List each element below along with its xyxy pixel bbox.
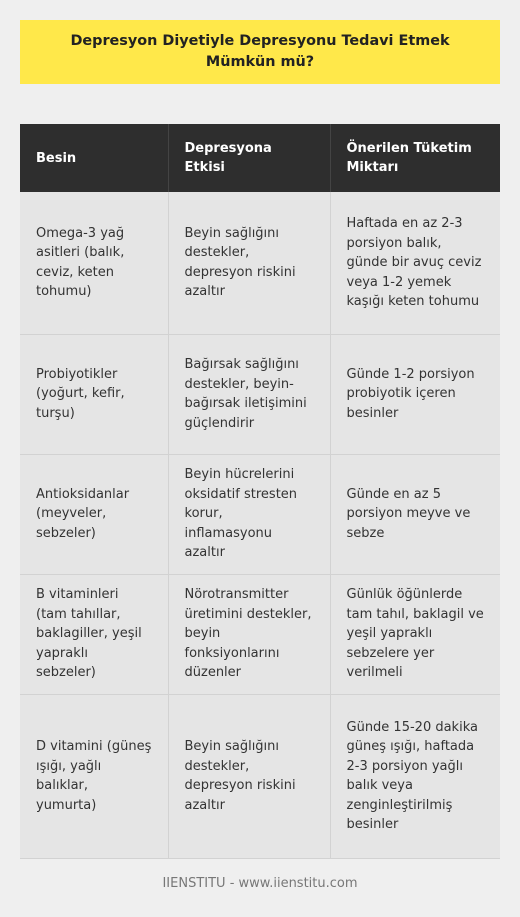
header-amount: Önerilen Tüketim Miktarı	[330, 124, 500, 192]
cell-effect: Bağırsak sağlığını destekler, beyin-bağırsak iletişimini güçlendirir	[168, 334, 330, 454]
cell-amount: Günde en az 5 porsiyon meyve ve sebze	[330, 454, 500, 574]
cell-effect: Beyin sağlığını destekler, depresyon riskini azaltır	[168, 192, 330, 334]
cell-effect: Nörotransmitter üretimini destekler, beyin fonksiyonlarını düzenler	[168, 574, 330, 694]
cell-amount: Günde 15-20 dakika güneş ışığı, haftada 2-3 porsiyon yağlı balık veya zenginleştirilmiş besinler	[330, 694, 500, 858]
cell-effect: Beyin hücrelerini oksidatif stresten korur, inflamasyonu azaltır	[168, 454, 330, 574]
header-food: Besin	[20, 124, 168, 192]
cell-food: B vitaminleri (tam tahıllar, baklagiller, yeşil yapraklı sebzeler)	[20, 574, 168, 694]
table-row	[20, 334, 500, 454]
cell-effect: Beyin sağlığını destekler, depresyon riskini azaltır	[168, 694, 330, 858]
cell-food: Antioksidanlar (meyveler, sebzeler)	[20, 454, 168, 574]
table-row	[20, 454, 500, 574]
footer-credit: IIENSTITU - www.iienstitu.com	[162, 876, 358, 891]
title-banner	[20, 20, 500, 84]
table-row	[20, 192, 500, 334]
cell-food: D vitamini (güneş ışığı, yağlı balıklar, yumurta)	[20, 694, 168, 858]
cell-food: Omega-3 yağ asitleri (balık, ceviz, keten tohumu)	[20, 192, 168, 334]
page-title: Depresyon Diyetiyle Depresyonu Tedavi Etmek Mümkün mü?	[70, 33, 450, 70]
cell-amount: Günlük öğünlerde tam tahıl, baklagil ve yeşil yapraklı sebzelere yer verilmeli	[330, 574, 500, 694]
cell-amount: Günde 1-2 porsiyon probiyotik içeren besinler	[330, 334, 500, 454]
nutrition-table	[20, 124, 500, 859]
header-effect: Depresyona Etkisi	[168, 124, 330, 192]
table-header-row	[20, 124, 500, 192]
cell-amount: Haftada en az 2-3 porsiyon balık, günde bir avuç ceviz veya 1-2 yemek kaşığı keten tohumu	[330, 192, 500, 334]
table-row	[20, 574, 500, 694]
table-row	[20, 694, 500, 858]
cell-food: Probiyotikler (yoğurt, kefir, turşu)	[20, 334, 168, 454]
